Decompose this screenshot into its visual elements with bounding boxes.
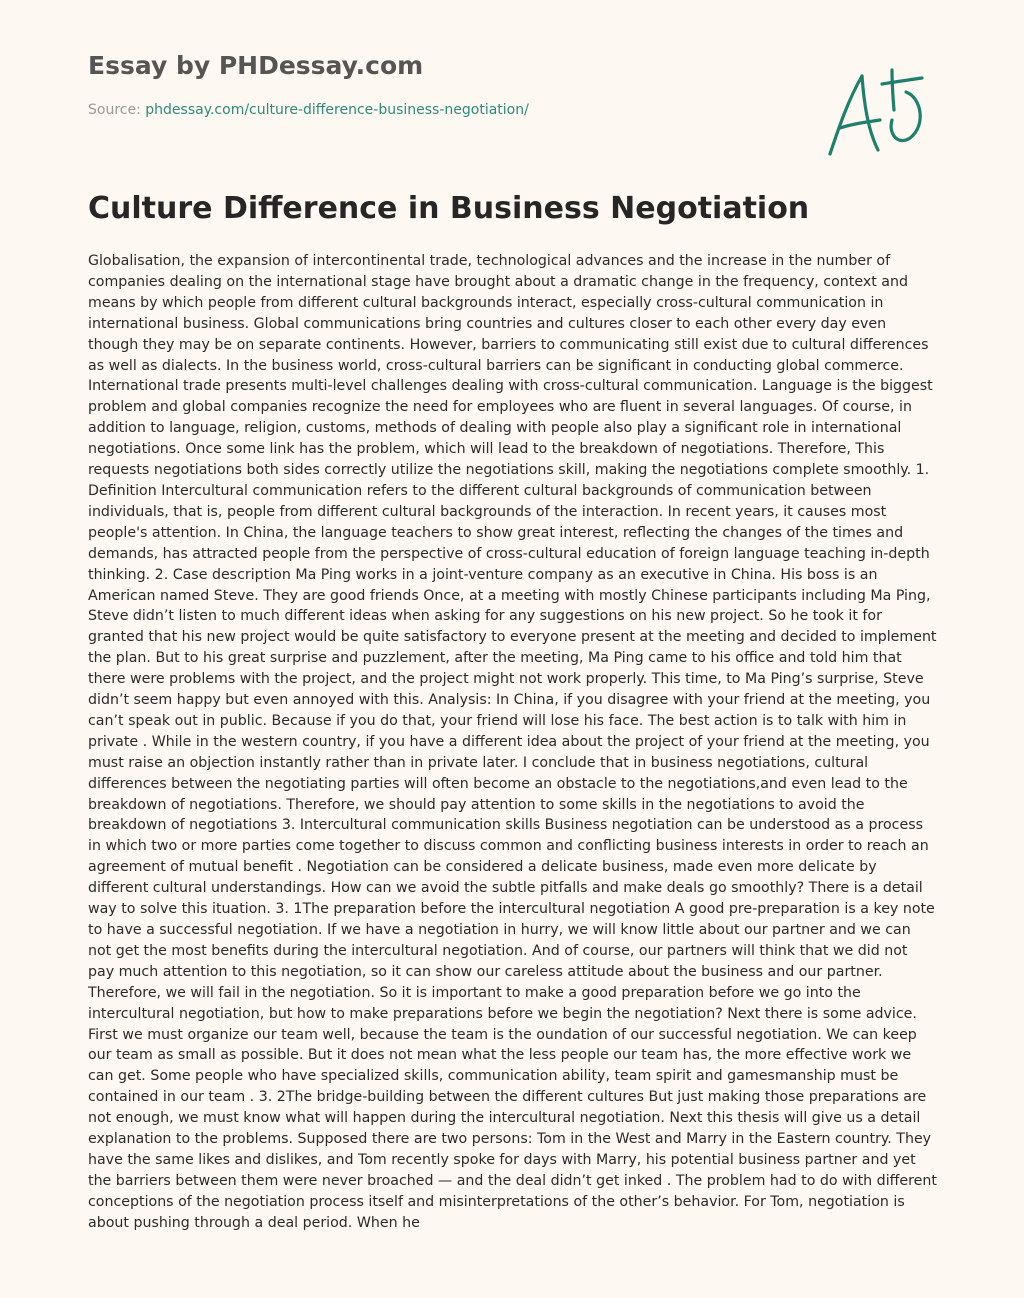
document-body: Globalisation, the expansion of intercontinental trade, technological advances and the increase in the number of companies dealing on the international stage have brought about a dramatic change in the frequency, context and means by which people from different cultural backgrounds interact, especially cross-cultural communication in international business. Global communications bring countries and cultures closer to each other every day even though they may be on separate continents. However, barriers to communicating still exist due to cultural differences as well as dialects. In the business world, cross-cultural barriers can be significant in conducting global commerce. International trade presents multi-level challenges dealing with cross-cultural communication. Language is the biggest problem and global companies recognize the need for employees who are fluent in several languages. Of course, in addition to language, religion, customs, methods of dealing with people also play a significant role in international negotiations. Once some link has the problem, which will lead to the breakdown of negotiations. Therefore, This requests negotiations both sides correctly utilize the negotiations skill, making the negotiations complete smoothly. 1. Definition Intercultural communication refers to the different cultural backgrounds of communication between individuals, that is, people from different cultural backgrounds of the interaction. In recent years, it causes most people's attention. In China, the language teachers to show great interest, reflecting the changes of the times and demands, has attracted people from the perspective of cross-cultural education of foreign language teaching in-depth thinking. 2. Case description Ma Ping works in a joint-venture company as an executive in China. His boss is an American named Steve. They are good friends Once, at a meeting with mostly Chinese participants including Ma Ping, Steve didn’t listen to much different ideas when asking for any suggestions on his new project. So he took it for granted that his new project would be quite satisfactory to everyone present at the meeting and decided to implement the plan. But to his great surprise and puzzlement, after the meeting, Ma Ping came to his office and told him that there were problems with the project, and the project might not work properly. This time, to Ma Ping’s surprise, Steve didn’t seem happy but even annoyed with this. Analysis: In China, if you disagree with your friend at the meeting, you can’t speak out in public. Because if you do that, your friend will lose his face. The best action is to talk with him in private . While in the western country, if you have a different idea about the project of your friend at the meeting, you must raise an objection instantly rather than in private later. I conclude that in business negotiations, cultural differences between the negotiating parties will often become an obstacle to the negotiations,and even lead to the breakdown of negotiations. Therefore, we should pay attention to some skills in the negotiations to avoid the breakdown of negotiations 3. Intercultural communication skills Business negotiation can be understood as a process in which two or more parties come together to discuss common and conflicting business interests in order to reach an agreement of mutual benefit . Negotiation can be considered a delicate business, made even more delicate by different cultural understandings. How can we avoid the subtle pitfalls and make deals go smoothly? There is a detail way to solve this ituation. 3. 1The preparation before the intercultural negotiation A good pre-preparation is a key note to have a successful negotiation. If we have a negotiation in hurry, we will know little about our partner and we can not get the most benefits during the intercultural negotiation. And of course, our partners will think that we did not pay much attention to this negotiation, so it can show our careless attitude about the business and our partner. Therefore, we will fail in the negotiation. So it is important to make a good preparation before we go into the intercultural negotiation, but how to make preparations before we begin the negotiation? Next there is some advice. First we must organize our team well, because the team is the oundation of our successful negotiation. We can keep our team as small as possible. But it does not mean what the less people our team has, the more effective work we can get. Some people who have specialized skills, communication ability, team spirit and gamesmanship must be contained in our team . 3. 2The bridge-building between the different cultures But just making those preparations are not enough, we must know what will happen during the intercultural negotiation. Next this thesis will give us a detail explanation to the problems. Supposed there are two persons: Tom in the West and Marry in the Eastern country. They have the same likes and dislikes, and Tom recently spoke for days with Marry, his potential business partner and yet the barriers between them were never broached — and the deal didn’t get inked . The problem had to do with different conceptions of the negotiation process itself and misinterpretations of the other’s behavior. For Tom, negotiation is about pushing through a deal period. When he	[88, 253, 937, 1231]
source-line	[88, 100, 788, 120]
a-plus-grade-icon-svg	[822, 64, 930, 160]
site-title: Essay by PHDessay.com	[88, 51, 424, 80]
a-plus-grade-icon	[822, 64, 930, 160]
document-title: Culture Difference in Business Negotiation	[88, 191, 810, 226]
page-header	[88, 48, 788, 120]
source-link[interactable]: phdessay.com/culture-difference-business-negotiation/	[145, 102, 529, 118]
source-label: Source:	[88, 102, 146, 118]
